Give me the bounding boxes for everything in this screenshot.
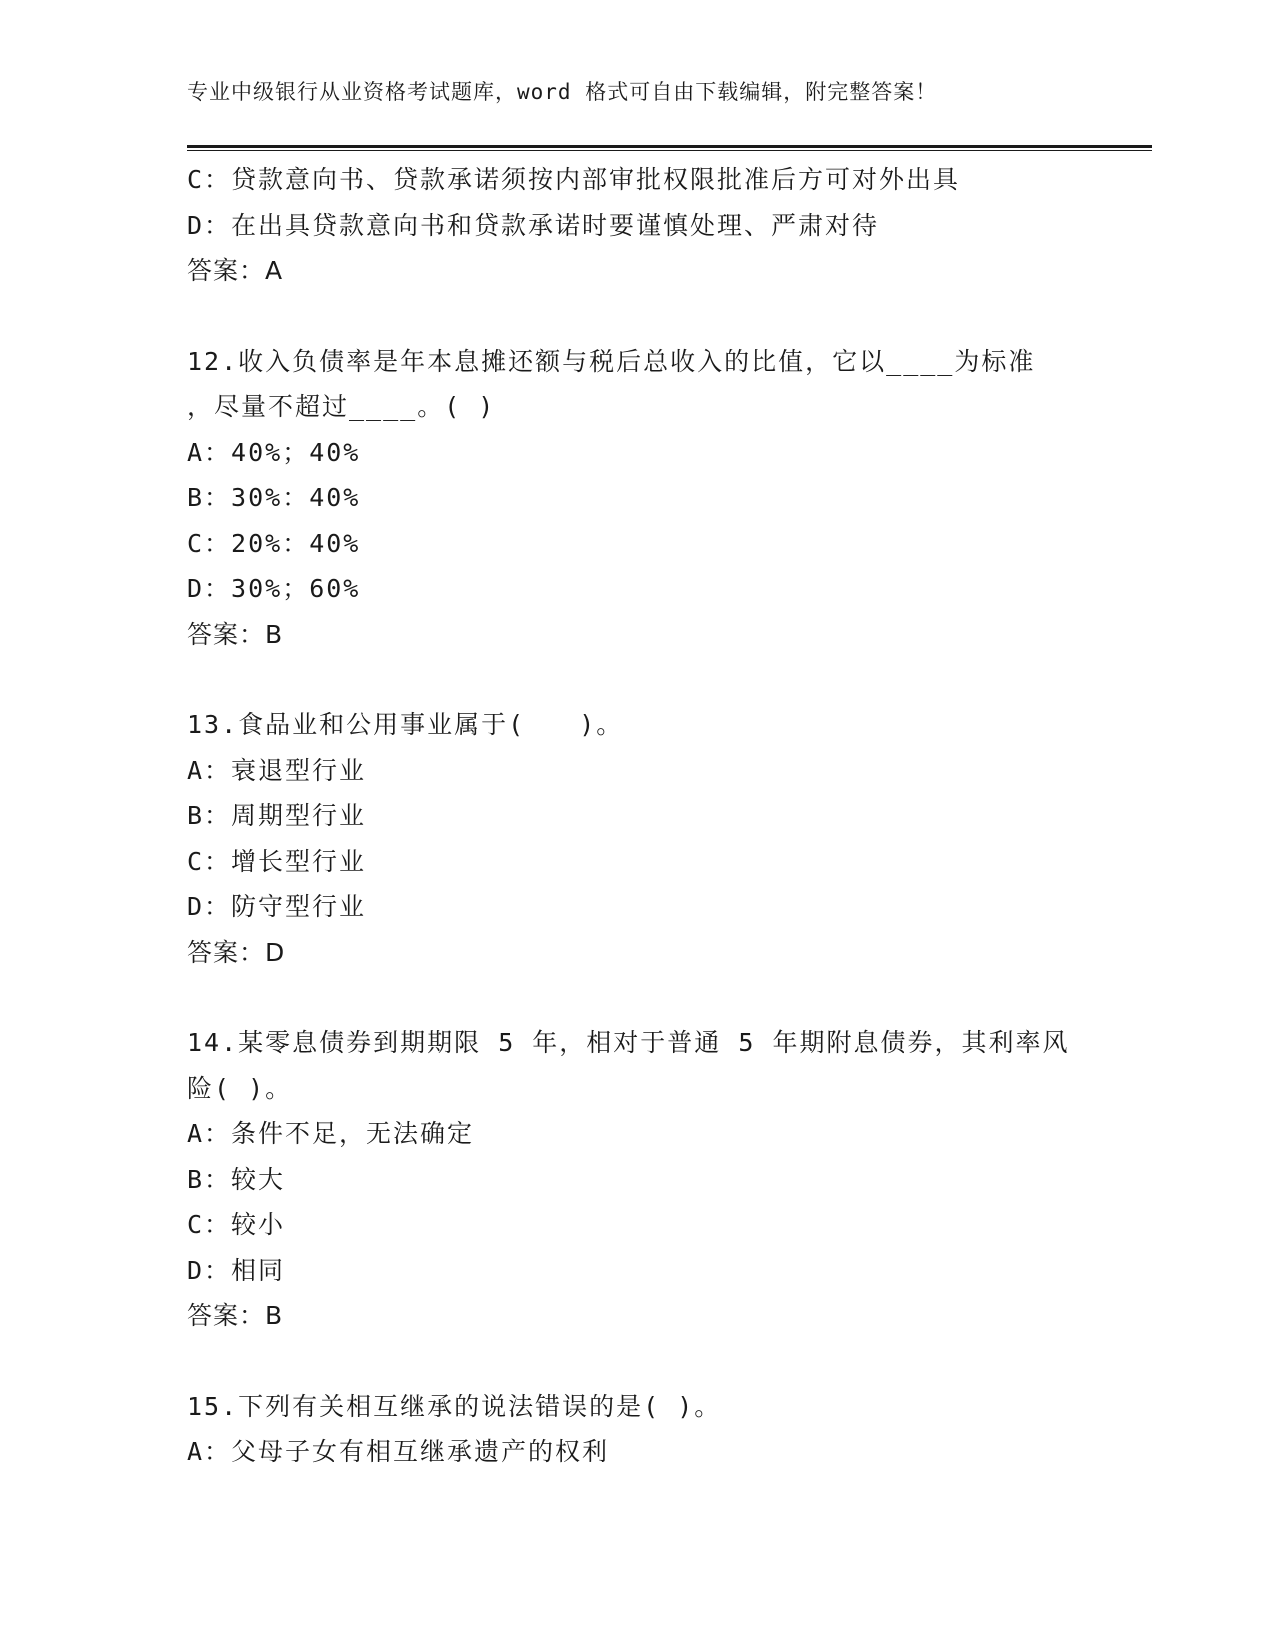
spacer	[187, 975, 1087, 1020]
spacer	[187, 294, 1087, 339]
option-d: D：防守型行业	[187, 892, 367, 921]
option-a: A：条件不足，无法确定	[187, 1119, 475, 1148]
spacer	[187, 1339, 1087, 1384]
option-c: C：较小	[187, 1210, 286, 1239]
question-block-12	[187, 339, 1087, 658]
option-b: B：较大	[187, 1164, 286, 1194]
question-stem: 15.下列有关相互继承的说法错误的是( )。	[187, 1391, 722, 1421]
answer-line: 答案：A	[187, 256, 284, 285]
page-header: 专业中级银行从业资格考试题库，word 格式可自由下载编辑，附完整答案！	[187, 80, 938, 104]
spacer	[187, 657, 1087, 702]
option-d: D：30%；60%	[187, 574, 361, 603]
question-stem: 12.收入负债率是年本息摊还额与税后总收入的比值，它以____为标准	[187, 346, 1036, 376]
answer-line: 答案：D	[187, 937, 286, 967]
option-c: C：贷款意向书、贷款承诺须按内部审批权限批准后方可对外出具	[187, 165, 961, 194]
question-block-previous	[187, 157, 1087, 294]
question-stem: 13.食品业和公用事业属于( )。	[187, 710, 624, 739]
question-list	[187, 157, 1087, 1475]
option-d: D：在出具贷款意向书和贷款承诺时要谨慎处理、严肃对待	[187, 210, 880, 240]
answer-line: 答案：B	[187, 619, 284, 649]
question-stem-continued: ，尽量不超过____。( )	[187, 392, 496, 421]
option-c: C：20%：40%	[187, 528, 361, 558]
header-divider-thin	[187, 150, 1152, 151]
question-stem-continued: 险( )。	[187, 1073, 293, 1103]
question-block-14	[187, 1020, 1087, 1339]
header-divider	[187, 145, 1152, 148]
question-block-13	[187, 702, 1087, 975]
option-b: B：30%：40%	[187, 483, 361, 512]
answer-line: 答案：B	[187, 1301, 284, 1330]
option-a: A：衰退型行业	[187, 755, 367, 785]
question-stem: 14.某零息债券到期期限 5 年，相对于普通 5 年期附息债券，其利率风	[187, 1028, 1070, 1057]
option-a: A：40%；40%	[187, 437, 361, 467]
option-a: A：父母子女有相互继承遗产的权利	[187, 1437, 610, 1466]
option-b: B：周期型行业	[187, 801, 367, 830]
option-d: D：相同	[187, 1255, 286, 1285]
option-c: C：增长型行业	[187, 846, 367, 876]
question-block-15	[187, 1384, 1087, 1475]
